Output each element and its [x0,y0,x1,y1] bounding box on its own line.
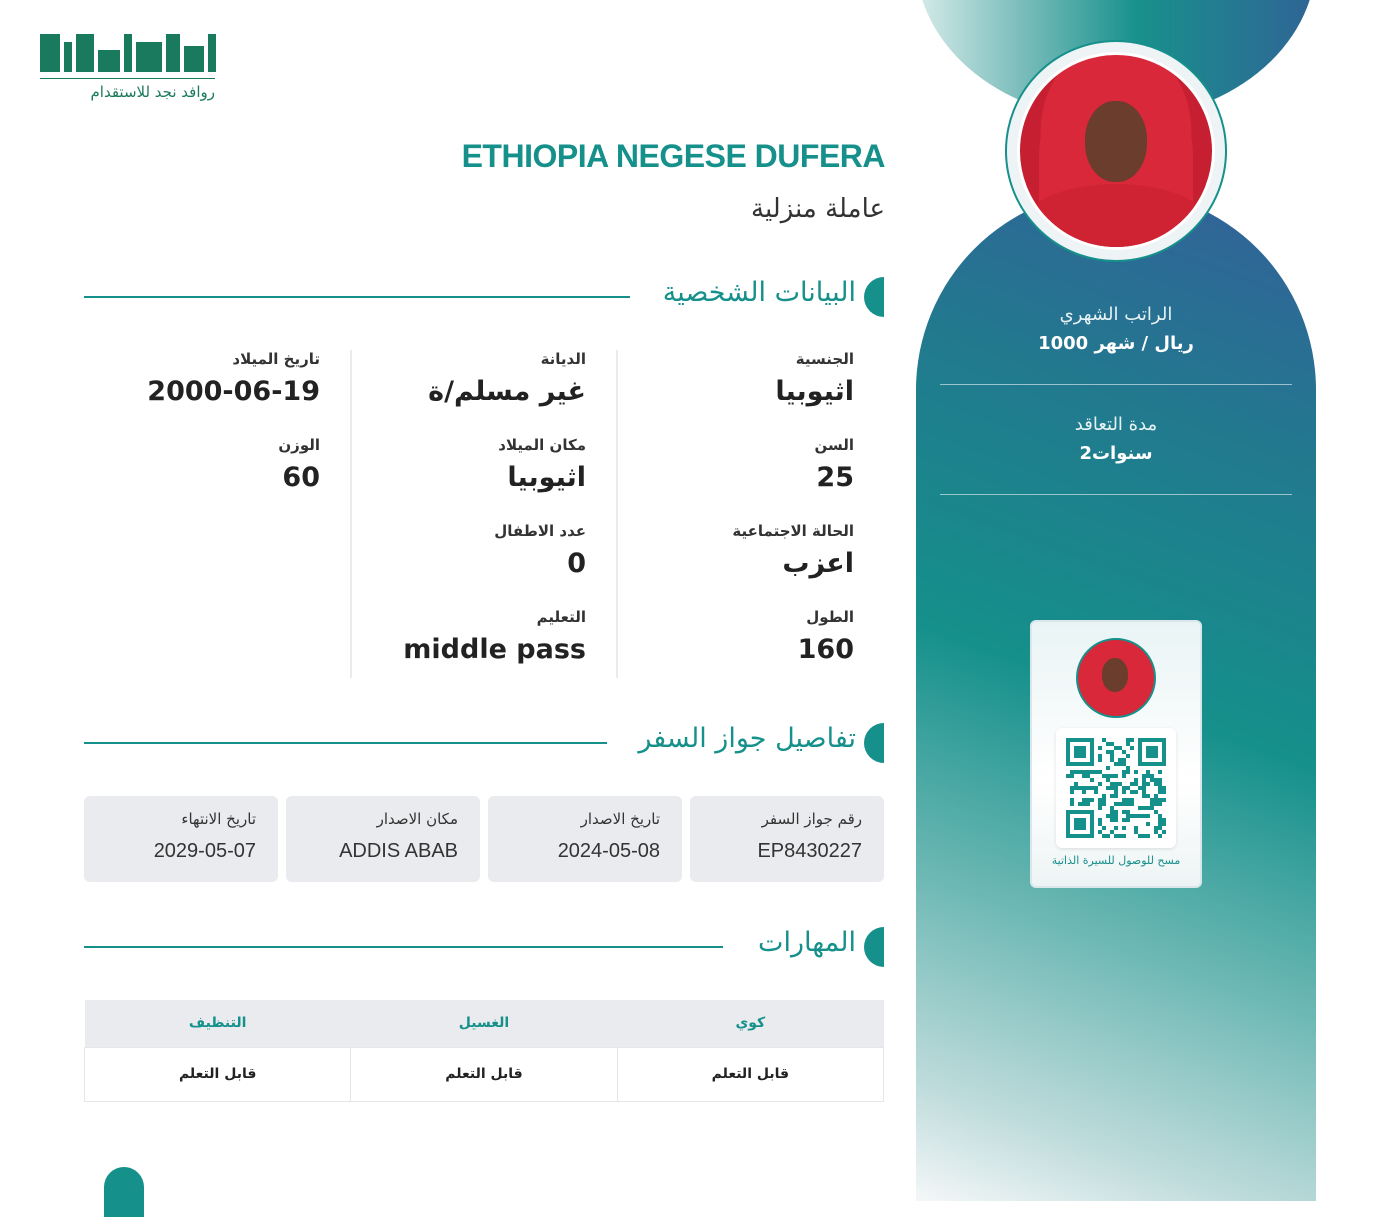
contract-block [940,414,1292,464]
issue-place-box [286,796,480,882]
company-logo [40,30,220,101]
field-value: 160 [797,634,854,665]
religion-field [356,350,586,407]
issue-date-box [488,796,682,882]
height-field [624,608,854,665]
marital-status-field [624,522,854,579]
qr-card [1030,620,1202,888]
field-label: السن [814,436,854,454]
personal-column-3 [86,350,352,678]
field-value: middle pass [403,634,586,665]
personal-column-1 [618,350,884,678]
profile-photo-frame [1005,40,1227,262]
field-label: الوزن [278,436,320,454]
decorative-tab [104,1167,144,1217]
field-value: اثيوبيا [775,376,854,407]
salary-value: 1000 ريال / شهر [1038,333,1194,354]
personal-column-2 [352,350,618,678]
birthplace-field [356,436,586,493]
logo-mark-icon [40,30,220,72]
section-tab-marker [864,277,884,317]
qr-code[interactable] [1056,728,1176,848]
logo-text: روافد نجد للاستقدام [90,83,215,101]
section-title: المهارات [758,927,856,958]
job-title: عاملة منزلية [751,194,885,224]
skill-header: كوي [617,1000,883,1047]
skills-section-header [84,927,884,967]
field-label: الجنسية [795,350,854,368]
field-value: 0 [567,548,586,579]
issue-date-label: تاريخ الاصدار [580,810,660,828]
skill-level: قابل التعلم [85,1047,351,1101]
field-label: التعليم [536,608,586,626]
card-thumbnail-photo [1076,638,1156,718]
expiry-date-label: تاريخ الانتهاء [181,810,256,828]
section-divider [84,946,723,948]
issue-place-label: مكان الاصدار [376,810,458,828]
passport-number-value: EP8430227 [757,840,862,862]
skills-table [84,1000,884,1102]
skill-level: قابل التعلم [617,1047,883,1101]
passport-number-label: رقم جواز السفر [761,810,862,828]
skill-level: قابل التعلم [351,1047,617,1101]
sidebar-divider [940,384,1292,385]
skill-header: الغسيل [351,1000,617,1047]
section-title: تفاصيل جواز السفر [638,723,856,754]
personal-data-grid [84,350,884,678]
age-field [624,436,854,493]
skills-header-row [85,1000,884,1047]
salary-block [940,304,1292,354]
sidebar-panel [916,0,1316,1201]
passport-details [84,796,884,882]
field-label: عدد الاطفال [494,522,586,540]
contract-value: 2سنوات [1079,443,1153,464]
section-tab-marker [864,927,884,967]
section-title: البيانات الشخصية [662,277,856,308]
expiry-date-value: 2029-05-07 [153,840,256,862]
personal-section-header [84,277,884,317]
field-value: اثيوبيا [507,462,586,493]
skill-header: التنظيف [85,1000,351,1047]
weight-field [90,436,320,493]
worker-name: ETHIOPIA NEGESE DUFERA [461,138,885,174]
nationality-field [624,350,854,407]
field-value: 60 [282,462,320,493]
field-value: غير مسلم/ة [428,376,586,407]
profile-photo [1017,52,1215,250]
children-field [356,522,586,579]
section-divider [84,742,607,744]
field-label: الحالة الاجتماعية [732,522,854,540]
field-value: 2000-06-19 [147,376,320,407]
issue-date-value: 2024-05-08 [557,840,660,862]
education-field [356,608,586,665]
birthdate-field [90,350,320,407]
skills-level-row [85,1047,884,1101]
field-label: الطول [806,608,854,626]
logo-divider [40,78,215,79]
qr-code-icon [1066,738,1166,838]
field-label: الديانة [540,350,586,368]
sidebar-divider [940,494,1292,495]
section-tab-marker [864,723,884,763]
field-value: 25 [816,462,854,493]
expiry-date-box [84,796,278,882]
salary-label: الراتب الشهري [1059,304,1173,325]
passport-number-box [690,796,884,882]
passport-section-header [84,723,884,763]
section-divider [84,296,630,298]
qr-caption: مسح للوصول للسيرة الذاتية [1051,854,1181,867]
contract-label: مدة التعاقد [1074,414,1158,435]
field-label: تاريخ الميلاد [232,350,320,368]
issue-place-value: ADDIS ABAB [339,840,458,862]
field-value: اعزب [782,548,854,579]
field-label: مكان الميلاد [498,436,586,454]
